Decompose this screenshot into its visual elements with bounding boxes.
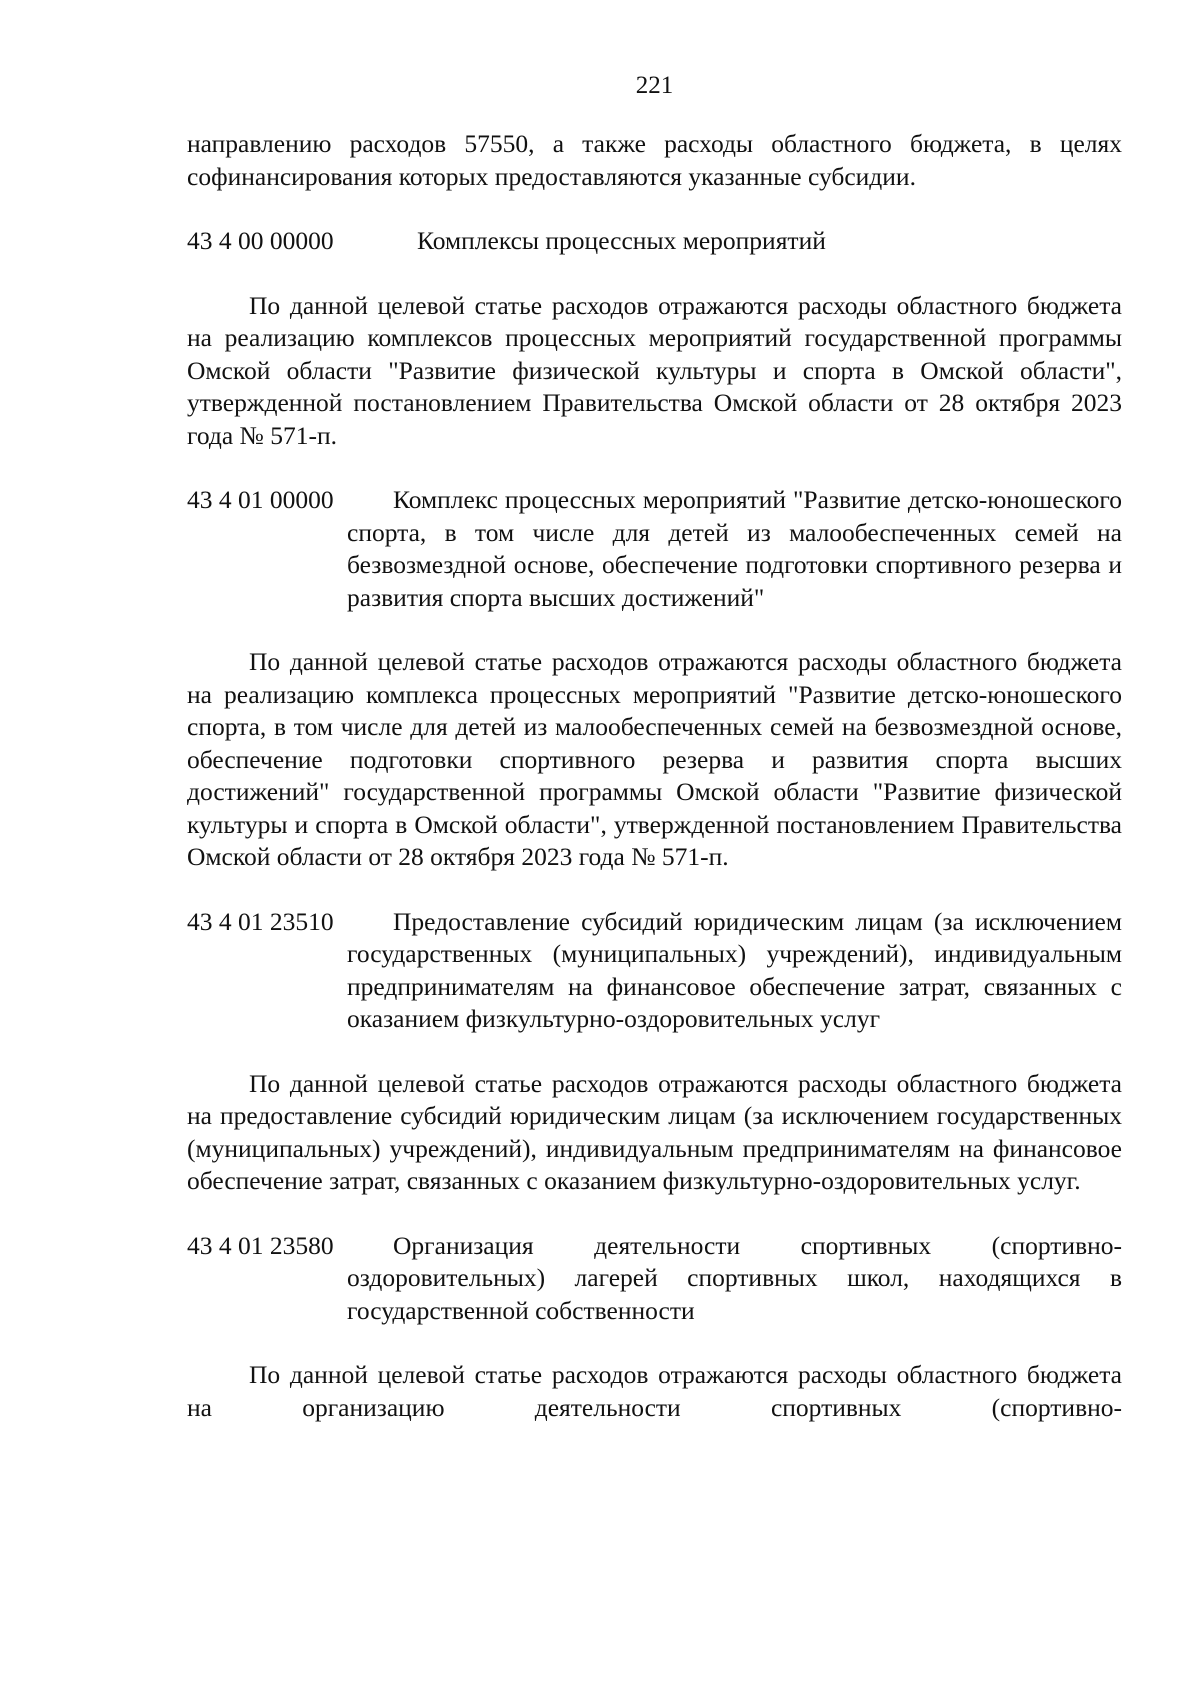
budget-entry xyxy=(187,484,1122,614)
entry-title: Предоставление субсидий юридическим лицам (за исключением государственных (муниципальных) учреждений), индивидуальным предпринимателям на финансовое обеспечение затрат, связанных с оказанием физкультурно-оздоровительных услуг xyxy=(347,906,1122,1033)
entry-description: По данной целевой статье расходов отражаются расходы областного бюджета на реализацию комплексов процессных мероприятий государственной программы Омской области "Развитие физической культуры и спорта в Омской области", утвержденной постановлением Правительства Омской области от 28 октября 2023 года № 571-п. xyxy=(187,290,1122,450)
budget-entry xyxy=(187,906,1122,1036)
entry-title: Комплекс процессных мероприятий "Развитие детско-юношеского спорта, в том числе для детей из малообеспеченных семей на безвозмездной основе, обеспечение подготовки спортивного резерва и развития спорта высших достижений" xyxy=(347,485,1122,612)
budget-entry xyxy=(187,1230,1122,1328)
entry-description: По данной целевой статье расходов отражаются расходы областного бюджета на реализацию комплекса процессных мероприятий "Развитие детско-юношеского спорта, в том числе для детей из малообеспеченных семей на безвозмездной основе, обеспечение подготовки спортивного резерва и развития спорта высших достижений" государственной программы Омской области "Развитие физической культуры и спорта в Омской области", утвержденной постановлением Правительства Омской области от 28 октября 2023 года № 571-п. xyxy=(187,647,1122,871)
document-page xyxy=(187,70,1122,1424)
entry-code: 43 4 00 00000 xyxy=(187,226,334,255)
entry-code: 43 4 01 00000 xyxy=(187,485,334,514)
page-number: 221 xyxy=(635,72,674,99)
entry-code: 43 4 01 23510 xyxy=(187,906,334,936)
budget-entry xyxy=(187,225,1122,258)
intro-paragraph: направлению расходов 57550, а также расходы областного бюджета, в целях софинансирования которых предоставляются указанные субсидии. xyxy=(187,129,1122,191)
entry-code: 43 4 01 23580 xyxy=(187,1230,334,1260)
entry-description: По данной целевой статье расходов отражаются расходы областного бюджета на организацию деятельности спортивных (спортивно- xyxy=(187,1360,1122,1422)
entry-title: Организация деятельности спортивных (спортивно-оздоровительных) лагерей спортивных школ, находящихся в государственной собственности xyxy=(347,1230,1122,1325)
entry-description: По данной целевой статье расходов отражаются расходы областного бюджета на предоставление субсидий юридическим лицам (за исключением государственных (муниципальных) учреждений), индивидуальным предпринимателям на финансовое обеспечение затрат, связанных с оказанием физкультурно-оздоровительных услуг. xyxy=(187,1068,1122,1195)
entry-title: Комплексы процессных мероприятий xyxy=(417,226,826,255)
